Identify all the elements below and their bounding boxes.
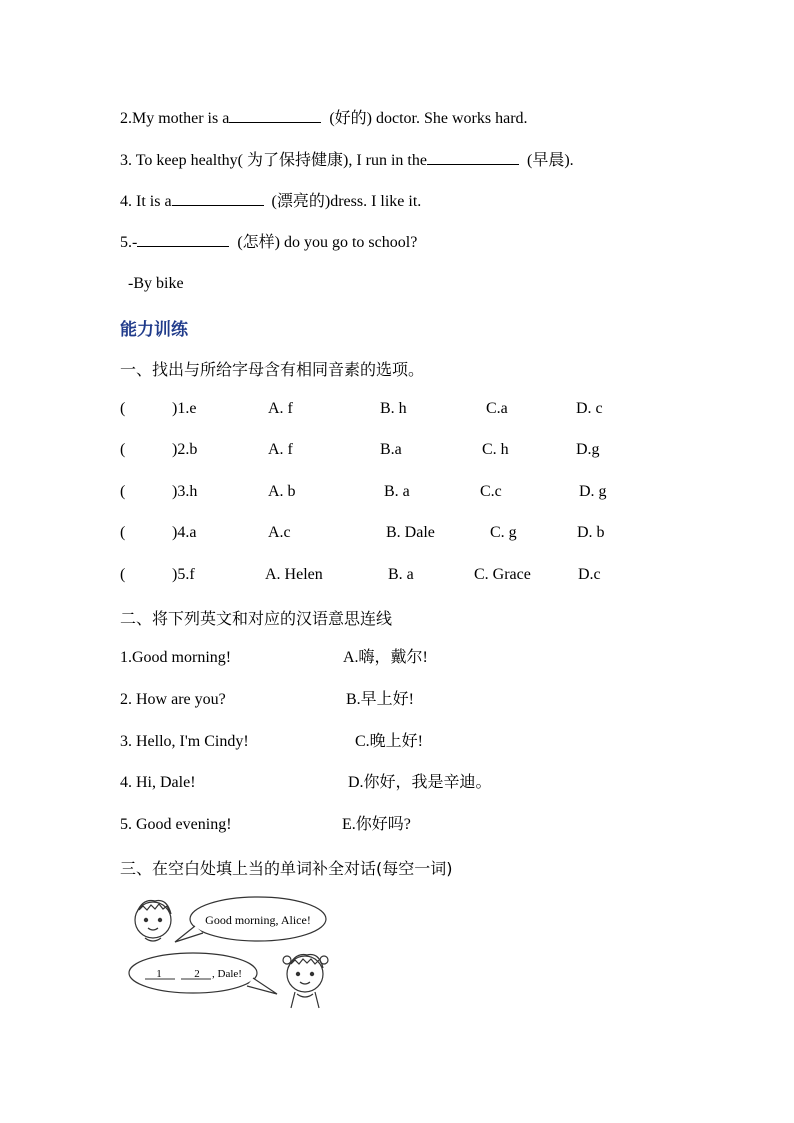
question-number: )3.h bbox=[172, 483, 198, 500]
dialogue-scene bbox=[125, 890, 340, 1015]
option-b: B. Dale bbox=[386, 524, 435, 541]
match-chinese[interactable]: E.你好吗? bbox=[342, 816, 411, 833]
fill-item-2-prefix: 2.My mother is a bbox=[120, 110, 230, 127]
match-english[interactable]: 2. How are you? bbox=[120, 691, 226, 708]
answer-blank[interactable] bbox=[172, 191, 264, 206]
option-c: C.a bbox=[486, 400, 508, 417]
fill-item-2 bbox=[120, 108, 528, 129]
fill-item-5-prefix: 5.- bbox=[120, 234, 138, 251]
answer-paren[interactable]: ( bbox=[120, 441, 126, 458]
fill-item-3-suffix: (早晨). bbox=[518, 152, 574, 169]
option-b: B. a bbox=[384, 483, 410, 500]
option-d: D. c bbox=[576, 400, 603, 417]
answer-paren[interactable]: ( bbox=[120, 566, 126, 583]
question-number: )1.e bbox=[172, 400, 197, 417]
fill-item-4-suffix: (漂亮的)dress. I like it. bbox=[263, 193, 422, 210]
option-a: A. f bbox=[268, 441, 293, 458]
fill-item-3-prefix: 3. To keep healthy( 为了保持健康), I run in the bbox=[120, 152, 427, 169]
option-b: B.a bbox=[380, 441, 402, 458]
option-a: A. f bbox=[268, 400, 293, 417]
question-number: )2.b bbox=[172, 441, 198, 458]
answer-paren[interactable]: ( bbox=[120, 483, 126, 500]
boy-figure bbox=[135, 900, 171, 941]
answer-paren[interactable]: ( bbox=[120, 524, 126, 541]
fill-item-3 bbox=[120, 150, 574, 171]
answer-blank[interactable] bbox=[137, 232, 229, 247]
match-english[interactable]: 4. Hi, Dale! bbox=[120, 774, 196, 791]
match-chinese[interactable]: D.你好，我是辛迪。 bbox=[348, 774, 492, 791]
option-d: D. b bbox=[577, 524, 605, 541]
fill-item-4-prefix: 4. It is a bbox=[120, 193, 172, 210]
question-number: )4.a bbox=[172, 524, 197, 541]
fill-item-4 bbox=[120, 191, 421, 212]
option-a: A.c bbox=[268, 524, 291, 541]
match-chinese[interactable]: A.嗨，戴尔! bbox=[343, 649, 428, 666]
option-d: D.c bbox=[578, 566, 601, 583]
option-a: A. b bbox=[268, 483, 296, 500]
answer-paren[interactable]: ( bbox=[120, 400, 126, 417]
question-number: )5.f bbox=[172, 566, 195, 583]
answer-line: -By bike bbox=[128, 275, 184, 292]
answer-blank[interactable] bbox=[229, 108, 321, 123]
fill-item-5 bbox=[120, 232, 417, 253]
dialogue-illustration bbox=[125, 890, 340, 1015]
match-chinese[interactable]: C.晚上好! bbox=[355, 733, 424, 750]
match-chinese[interactable]: B.早上好! bbox=[346, 691, 415, 708]
blank-number-1: 1 bbox=[156, 968, 162, 980]
part3-heading: 三、在空白处填上当的单词补全对话(每空一词) bbox=[120, 859, 453, 878]
part2-heading: 二、将下列英文和对应的汉语意思连线 bbox=[120, 609, 393, 628]
option-c: C. g bbox=[490, 524, 517, 541]
girl-figure bbox=[283, 955, 328, 1008]
bubble-boy-text: Good morning, Alice! bbox=[205, 913, 311, 927]
match-english[interactable]: 1.Good morning! bbox=[120, 649, 232, 666]
option-b: B. a bbox=[388, 566, 414, 583]
option-c: C.c bbox=[480, 483, 502, 500]
speech-bubble-girl bbox=[129, 953, 277, 994]
match-english[interactable]: 3. Hello, I'm Cindy! bbox=[120, 733, 249, 750]
section-title: 能力训练 bbox=[120, 320, 188, 340]
blank-number-2: 2 bbox=[194, 968, 200, 980]
option-d: D.g bbox=[576, 441, 600, 458]
fill-item-2-suffix: (好的) doctor. She works hard. bbox=[321, 110, 528, 127]
option-a: A. Helen bbox=[265, 566, 323, 583]
option-c: C. Grace bbox=[474, 566, 531, 583]
option-c: C. h bbox=[482, 441, 509, 458]
option-b: B. h bbox=[380, 400, 407, 417]
fill-item-5-suffix: (怎样) do you go to school? bbox=[229, 234, 418, 251]
part1-heading: 一、找出与所给字母含有相同音素的选项。 bbox=[120, 360, 425, 379]
answer-blank[interactable] bbox=[427, 150, 519, 165]
option-d: D. g bbox=[579, 483, 607, 500]
match-english[interactable]: 5. Good evening! bbox=[120, 816, 232, 833]
bubble-girl-text: , Dale! bbox=[212, 968, 242, 980]
